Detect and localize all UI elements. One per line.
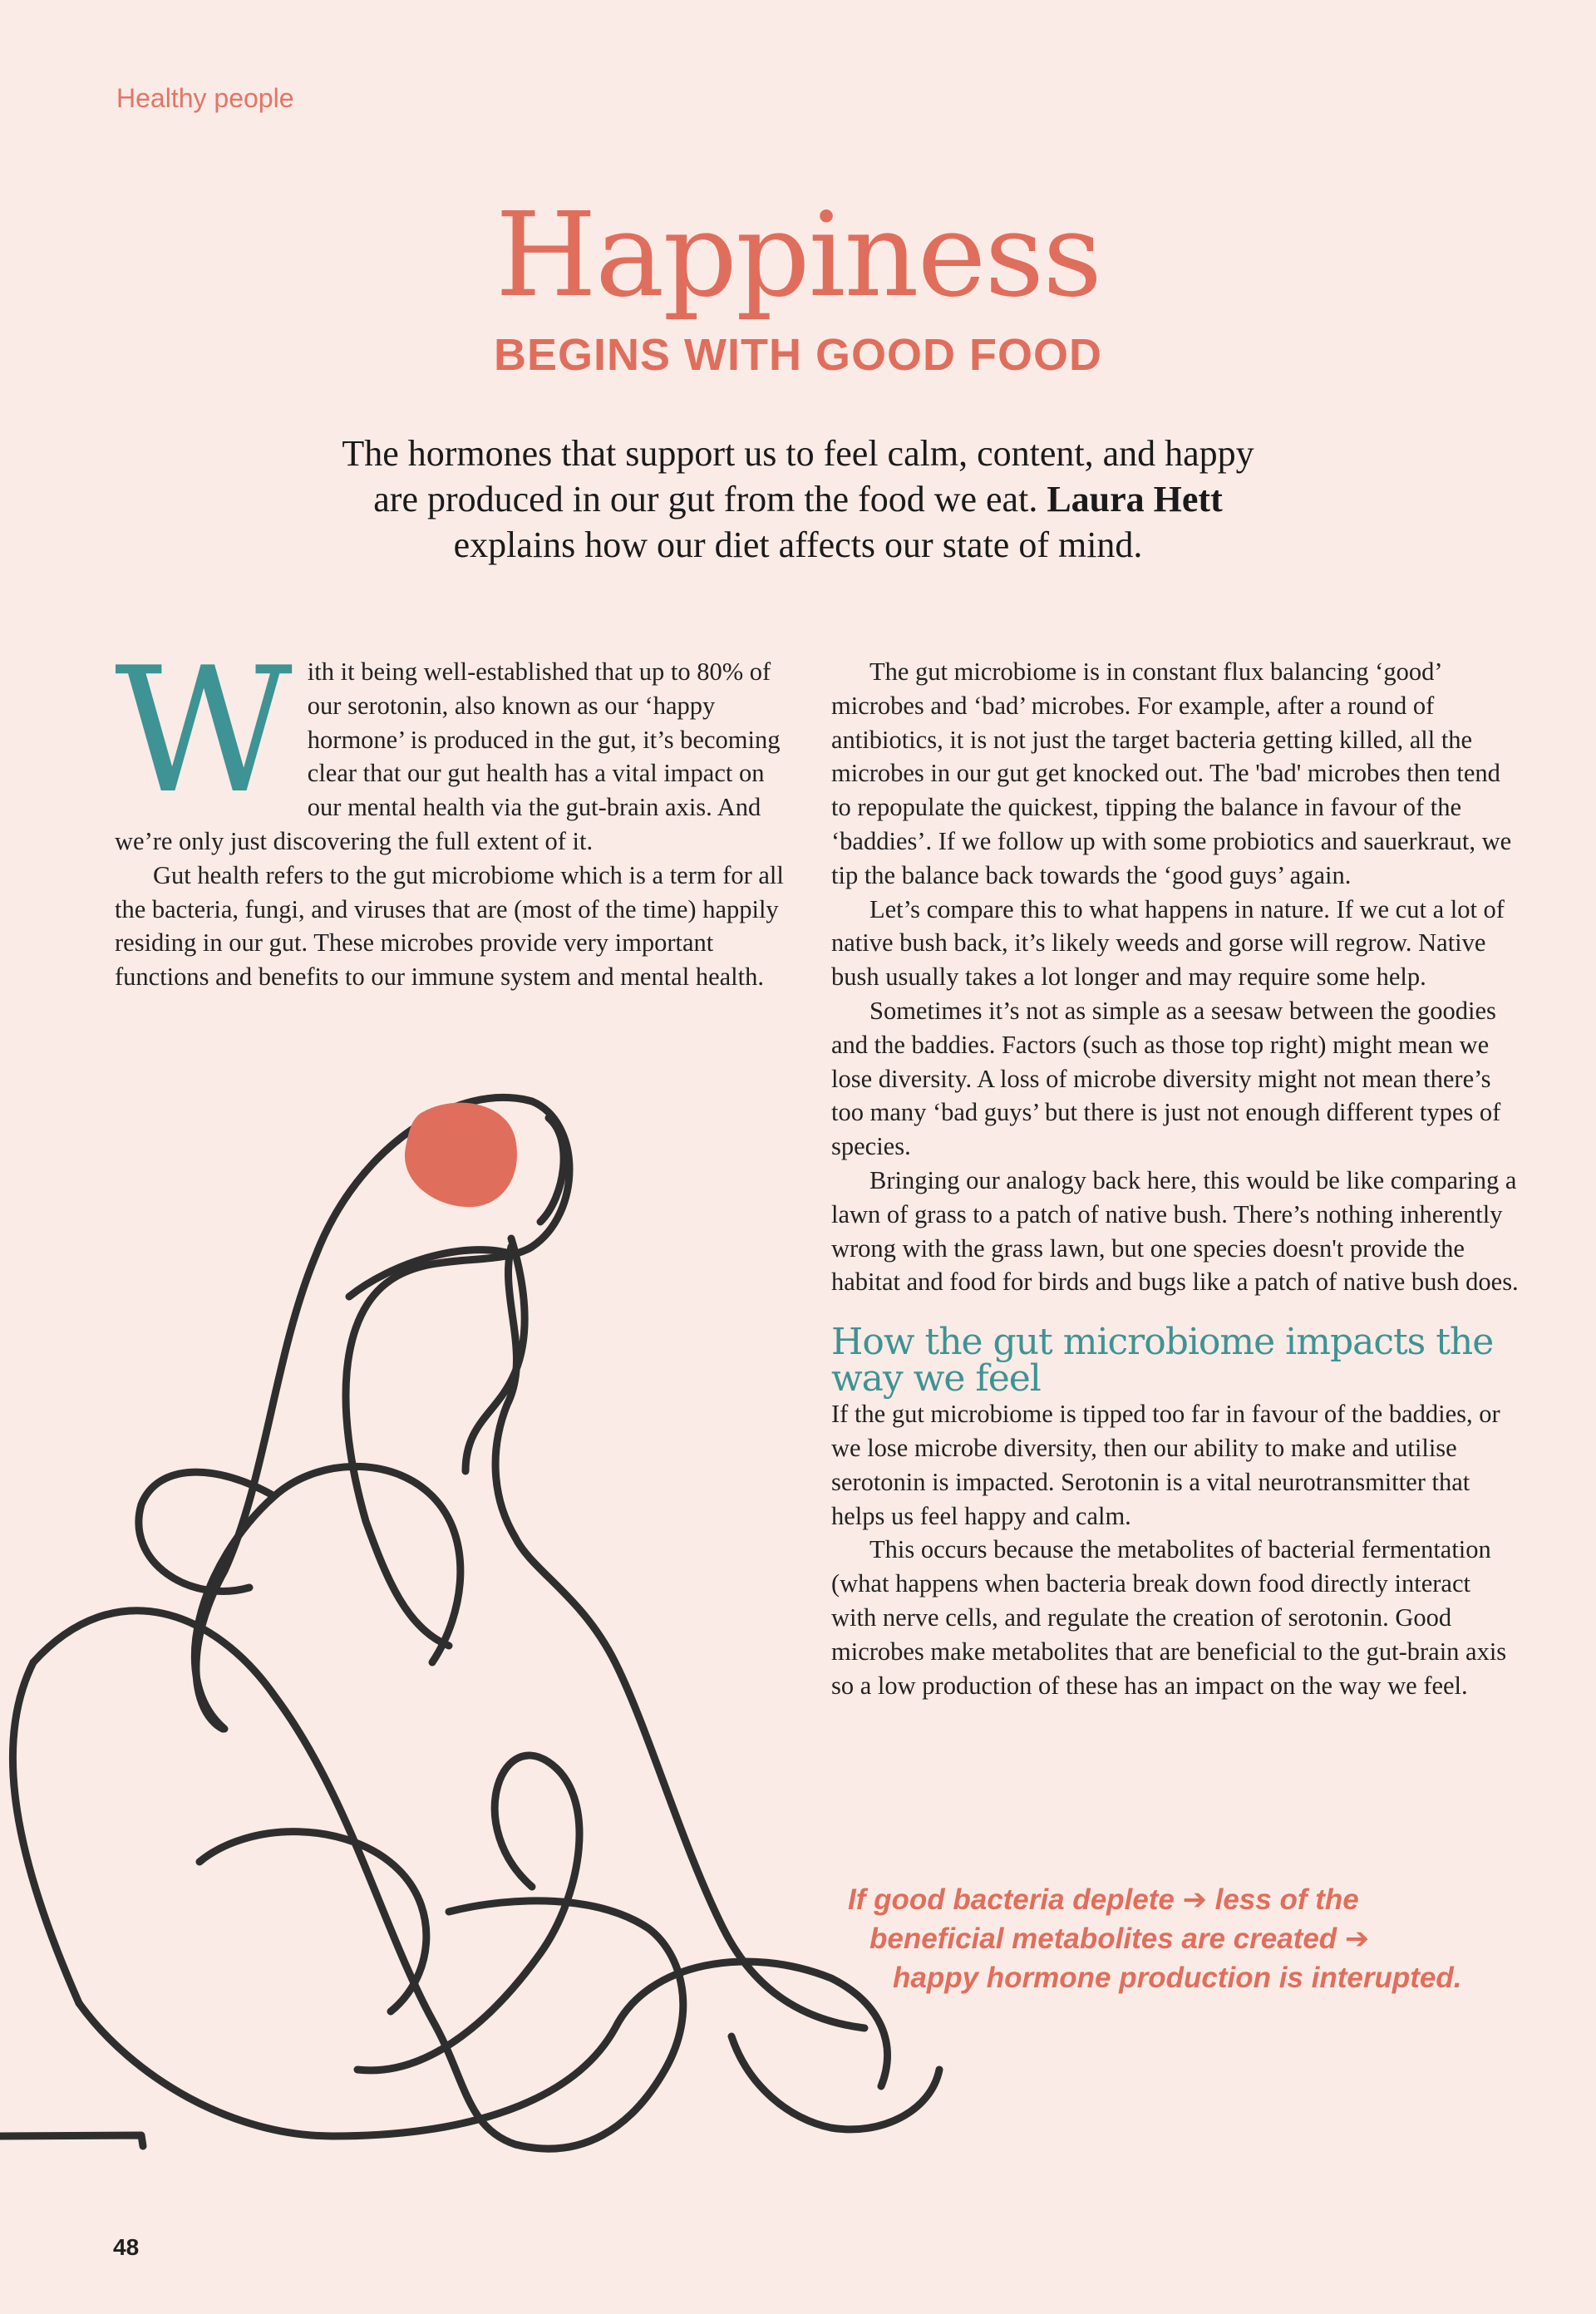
standfirst-line-1: The hormones that support us to feel calm, content, and happy: [342, 433, 1254, 474]
standfirst-line-3: explains how our diet affects our state of mind.: [453, 524, 1143, 565]
illustration-accent-blob: [405, 1103, 517, 1208]
illustration-back: [12, 1662, 79, 2003]
illustration-ground-line: [0, 2135, 143, 2146]
illustration-head-outline: [196, 1097, 569, 1729]
article-subtitle: BEGINS WITH GOOD FOOD: [494, 330, 1102, 380]
right-paragraph-1: The gut microbiome is in constant flux balancing ‘good’ microbes and ‘bad’ microbes. For example, after a round of antibiotics, it is not just the target bacteria getting killed, all the microbes in our gut get knocked out. The 'bad' microbes then tend to repopulate the quickest, tipping the balance in favour of the ‘baddies’. If we follow up with some probiotics and sauerkraut, we tip the balance back towards the ‘good guys’ again.: [831, 657, 1512, 889]
illustration-knee: [200, 1832, 426, 2011]
intro-paragraph: [115, 631, 790, 859]
pull-quote-line-2: beneficial metabolites are created ➔: [869, 1923, 1370, 1955]
section-label: Healthy people: [116, 83, 294, 113]
left-column: [115, 631, 790, 994]
illustration-torso: [495, 1247, 864, 2028]
illustration-arm: [195, 1466, 461, 1729]
section-subheading: How the gut microbiome impacts the way we feel: [831, 1321, 1494, 1401]
article-title: Happiness: [495, 188, 1101, 323]
standfirst: [274, 431, 1322, 568]
pull-quote-line-3: happy hormone production is interupted.: [893, 1962, 1462, 1994]
right-paragraph-6: This occurs because the metabolites of bacterial fermentation (what happens when bacteria break down food directly interact with nerve cells, and regulate the creation of serotonin. Good microbes make metabolites that are beneficial to the gut-brain axis so a low production of these has an impact on the way we feel.: [831, 1535, 1507, 1700]
illustration-foot: [732, 2036, 939, 2129]
standfirst-line-2: [274, 476, 1322, 522]
right-paragraph-2: Let’s compare this to what happens in nature. If we cut a lot of native bush back, it’s likely weeds and gorse will regrow. Native bush usually takes a lot longer and may require some help.: [831, 894, 1505, 992]
author-name: Laura Hett: [1047, 479, 1223, 519]
drop-cap: W: [115, 631, 293, 832]
line-art-woman-icon: [0, 1031, 948, 2211]
pull-quote: [848, 1880, 1530, 1997]
right-paragraph-3: Sometimes it’s not as simple as a seesaw between the goodies and the baddies. Factors (such as those top right) might mean we lose diversity. A loss of microbe diversity might not mean there’s too many ‘bad guys’ but there is just not enough different types of species.: [831, 996, 1501, 1161]
left-paragraph-2: Gut health refers to the gut microbiome which is a term for all the bacteria, fungi, and viruses that are (most of the time) happily residing in our gut. These microbes provide very important functions and benefits to our immune system and mental health.: [115, 860, 784, 992]
standfirst-line-2-text: are produced in our gut from the food we eat.: [373, 479, 1038, 519]
illustration-leg-loop: [357, 1755, 579, 2070]
pull-quote-line-1: If good bacteria deplete ➔ less of the: [848, 1883, 1359, 1916]
intro-paragraph-text: ith it being well-established that up to 80% of our serotonin, also known as our ‘happy hormone’ is produced in the gut, it’s becoming clear that our gut health has a vital impact on our mental health via the gut-brain axis. And we’re only just discovering the full extent of it.: [115, 657, 781, 855]
page-number: 48: [113, 2234, 140, 2260]
right-paragraph-5: If the gut microbiome is tipped too far in favour of the baddies, or we lose microbe diversity, then our ability to make and utilise serotonin is impacted. Serotonin is a vital neurotransmitter that helps us feel happy and calm.: [831, 1400, 1500, 1530]
right-paragraph-4: Bringing our analogy back here, this would be like comparing a lawn of grass to a patch of native bush. There’s nothing inherently wrong with the grass lawn, but one species doesn't provide the habitat and food for birds and bugs like a patch of native bush does.: [831, 1165, 1519, 1297]
